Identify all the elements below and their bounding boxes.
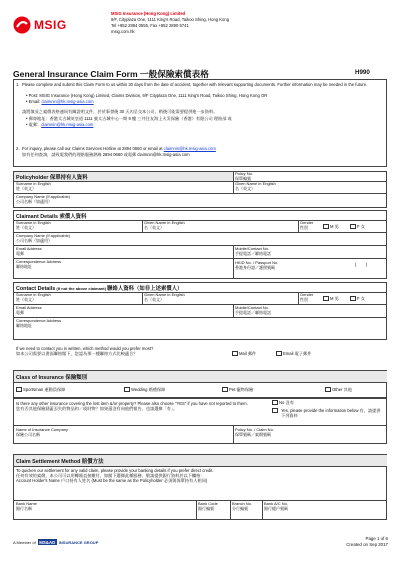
method-email-label: Email 電子郵件 [283, 351, 312, 356]
cl-email-label [14, 246, 44, 257]
instruction-email-zh [26, 122, 93, 127]
cl-surname-label [14, 220, 53, 231]
contact-heading-zh: 聯絡人資料（如非上述索償人） [107, 286, 183, 292]
class-other-label: Other 其他 [332, 387, 353, 392]
cl-surname-input[interactable] [70, 221, 140, 229]
bank-code-en: Bank Code [198, 501, 218, 506]
bank-name-input[interactable] [16, 511, 194, 519]
cl-gender-male-checkbox[interactable] [323, 224, 329, 229]
cl-surname-en: Surname in English [16, 220, 51, 225]
cl-surname-zh: 姓（英文） [16, 224, 36, 230]
instruction-email-label: • Email: [26, 99, 42, 104]
ct-email-input[interactable] [60, 306, 230, 314]
cl-gender-label [298, 220, 315, 231]
branch-no-zh: 分行編號 [232, 505, 248, 511]
class-sportsman-option[interactable] [16, 387, 65, 392]
ct-gender-en: Gender [300, 292, 314, 297]
bank-name-en: Bank Name [16, 501, 37, 506]
other-insurance-yes-option[interactable] [272, 408, 384, 418]
cl-gender-en: Gender [300, 220, 314, 225]
class-pet-label: Pet 寵物保險 [229, 387, 254, 392]
inquiry-email-link[interactable]: claimnin@hk.msig-asia.com [163, 146, 216, 151]
oi-company-label [14, 427, 70, 438]
oi-company-zh: 保險公司名稱 [16, 431, 40, 437]
policy-no-zh: 保單編號 [235, 175, 251, 181]
policyholder-heading: Policyholder 保單持有人資料 [16, 175, 88, 181]
ct-email-zh: 電郵 [16, 309, 24, 315]
instruction-email-zh-label: • 電郵： [26, 122, 42, 127]
other-insurance-question-en: Is there any other insurance covering the lost item &/or property? Please also choose "YES" if you have not reported to them. [16, 401, 248, 406]
page-title: General Insurance Claim Form 一般保險索償表格 [13, 69, 209, 79]
oi-company-input[interactable] [90, 427, 230, 441]
settlement-heading: Claim Settlement Method 賠償方法 [16, 459, 104, 465]
ct-surname-input[interactable] [70, 293, 140, 301]
settlement-instruction-zh: 任何有效的索償，本公司可以用轉賬直接繳付，如閣下選擇此種服務，敬請提供銀行資料於以下欄格： [16, 473, 205, 478]
cl-company-label [14, 233, 72, 244]
cl-mobile-label [233, 246, 273, 257]
instruction-2-text: For inquiry, please call our Claims Services Hotline at 2894 0660 or email at [22, 146, 164, 151]
class-wedding-label: Wedding 婚禮保障 [131, 387, 166, 392]
ct-corr-input[interactable] [80, 318, 384, 338]
claimant-heading: Claimant Details 索償人資料 [16, 214, 87, 220]
oi-policy-input[interactable] [295, 427, 385, 441]
cl-company-input[interactable] [100, 234, 384, 242]
other-insurance-question [16, 401, 266, 411]
cl-mobile-en: Mobile/Contact No. [235, 246, 270, 251]
cl-email-en: Email Address [16, 246, 42, 251]
method-email-option[interactable] [276, 351, 311, 356]
footer-group [13, 539, 98, 545]
ph-given-label [233, 181, 278, 192]
contact-heading-note: (If not the above claimant) [55, 286, 108, 291]
cl-given-en: Given Name in English [144, 220, 185, 225]
cl-hkid-check-digit[interactable]: ( ) [355, 262, 368, 267]
other-insurance-no-checkbox[interactable] [272, 400, 278, 405]
ct-gender-female-option[interactable] [350, 296, 365, 301]
ct-mobile-zh: 手提電話／聯絡電話 [235, 309, 271, 315]
cl-mobile-zh: 手提電話／聯絡電話 [235, 250, 271, 256]
instruction-1-en: Please complete and submit this Claim Form to us within 30 days from the date of accident, together with relevant supporting documents. Further information may be needed in the future. [22, 82, 368, 87]
ct-email-label [14, 305, 44, 316]
ct-given-label [142, 292, 187, 303]
cl-hkid-en: HKID No. / Passport No. [235, 260, 279, 265]
class-other-option[interactable] [325, 387, 352, 392]
ct-gender-male-label: M 男 [330, 296, 339, 301]
instruction-post: • Post: MSIG Insurance (Hong Kong) Limited, Claims Division, 9/F Cityplaza One, 1111 King's Road, Taikoo Shing, Hong Kong OR [26, 93, 268, 98]
ct-given-input[interactable] [205, 293, 295, 301]
company-tel-fax: Tel +852 2894 0555, Fax +852 2890 5741 [111, 23, 189, 28]
company-web: msig.com.hk [111, 29, 135, 34]
cl-hkid-label [233, 260, 280, 271]
contact-method-question-zh: 如本公司需要以書面聯絡閣下，您認為那一種聯絡方式比較適合？ [16, 351, 138, 356]
msig-logo-mark [13, 16, 31, 34]
ct-gender-label [298, 292, 315, 303]
ph-surname-label [14, 181, 53, 192]
ct-mobile-en: Mobile/Contact No. [235, 305, 270, 310]
oi-policy-en: Policy No. / Claim No. [235, 427, 274, 432]
ct-given-en: Given Name in English [144, 292, 185, 297]
oi-company-en: Name of Insurance Company [16, 427, 69, 432]
ct-surname-label [14, 292, 53, 303]
instruction-1-zh: 請將填妥之索償表格連同有關證明文件，於於事發後 30 天內呈交本公司，稍後可能需要提供進一步資料。 [22, 109, 218, 114]
oi-policy-label [233, 427, 276, 438]
class-sportsman-checkbox[interactable] [16, 387, 22, 392]
ph-given-input[interactable] [295, 182, 385, 190]
ct-gender-female-label: F 女 [357, 296, 365, 301]
class-other-checkbox[interactable] [325, 387, 331, 392]
class-heading: Class of Insurance 保險類別 [16, 375, 87, 381]
other-insurance-no-option[interactable] [272, 400, 294, 405]
cl-gender-zh: 性別 [300, 224, 308, 230]
class-sportsman-label: Sportsman 運動員保障 [23, 387, 66, 392]
bank-code-zh: 銀行編號 [198, 505, 214, 511]
cl-corr-zh: 聯絡地址 [16, 263, 32, 269]
cl-gender-male-option[interactable] [323, 224, 339, 229]
footer-group-name: INSURANCE GROUP [58, 539, 99, 545]
msig-logo-text: MSIG [34, 18, 67, 32]
contact-method-question-en: If we need to contact you in written, which method would you prefer most? [16, 346, 154, 351]
settlement-instruction [16, 468, 214, 483]
account-holder-label: Account Holder's Name 戶口持有人姓名 (Must be the same as the Policyholder 必須與保單持有人相同) [16, 478, 208, 483]
cl-corr-label [14, 259, 63, 270]
instruction-2-zh: 如有任何查詢，請致電我們的理賠服務熱線 2894 0660 或電郵 claimnin@hk.msig-asia.com [22, 152, 190, 157]
method-mail-checkbox[interactable] [232, 351, 238, 356]
class-wedding-checkbox[interactable] [124, 387, 130, 392]
contact-heading [16, 284, 183, 292]
account-no-input[interactable] [264, 511, 384, 519]
company-name: MSIG Insurance (Hong Kong) Limited [111, 11, 186, 16]
claims-email-link-zh[interactable]: claimnin@hk.msig-asia.com [41, 122, 94, 127]
method-email-checkbox[interactable] [276, 351, 282, 356]
class-pet-checkbox[interactable] [222, 387, 228, 392]
ph-given-zh: 名（英文） [235, 185, 255, 191]
instruction-email [26, 99, 94, 104]
msig-logo [13, 14, 73, 36]
ph-company-en: Company Name (If applicable) [16, 194, 71, 199]
ct-gender-female-checkbox[interactable] [350, 296, 356, 301]
branch-no-en: Branch No. [232, 501, 253, 506]
cl-email-input[interactable] [60, 247, 230, 255]
cl-corr-input[interactable] [80, 259, 230, 277]
company-info [111, 11, 229, 35]
contact-heading-en: Contact Details [16, 286, 56, 292]
method-mail-option[interactable] [232, 351, 256, 356]
instruction-post-zh: • 郵寄地址：香港太古城英皇道 1111 號太古城中心一期 9 樓 三井住友海上火災保險（香港）有限公司 理賠部 或 [26, 116, 232, 121]
msad-logo: MS&AD [39, 539, 56, 545]
ph-surname-input[interactable] [70, 182, 230, 190]
account-no-en: Bank A/C No. [264, 501, 289, 506]
instruction-2-en [22, 146, 216, 151]
ct-corr-zh: 聯絡地址 [16, 322, 32, 328]
account-no-zh: 銀行帳戶號碼 [264, 505, 288, 511]
cl-corr-en: Correspondence Address [16, 259, 62, 264]
ph-company-label [14, 194, 72, 205]
bank-code-input[interactable] [198, 511, 228, 519]
cl-company-zh: 公司名稱（如適用） [16, 237, 52, 243]
ct-given-zh: 名（英文） [144, 296, 164, 302]
other-insurance-question-zh: 您有否其他保險涵蓋丟失的物品和／或財物？如果還沒有向他們報告，也請選擇「有」。 [16, 406, 178, 411]
class-wedding-option[interactable] [124, 387, 165, 392]
ct-corr-en: Correspondence Address [16, 318, 62, 323]
company-address: 9/F, Cityplaza One, 1111 King's Road, Taikoo Shing, Hong Kong [111, 17, 230, 22]
account-holder-input[interactable] [16, 484, 384, 498]
other-insurance-yes-checkbox[interactable] [272, 408, 278, 413]
page-number: Page 1 of 6 [365, 536, 388, 541]
ct-email-en: Email Address [16, 305, 42, 310]
ph-company-input[interactable] [100, 195, 384, 205]
ct-corr-label [14, 318, 63, 329]
cl-given-label [142, 220, 187, 231]
cl-email-zh: 電郵 [16, 250, 24, 256]
claims-email-link[interactable]: claimnin@hk.msig-asia.com [41, 99, 94, 104]
cl-given-input[interactable] [205, 221, 295, 229]
ct-gender-zh: 性別 [300, 296, 308, 302]
instruction-1-number: 1. [16, 82, 20, 87]
cl-given-zh: 名（英文） [144, 224, 164, 230]
cl-hkid-zh: 香港身份證／護照號碼 [235, 264, 275, 270]
cl-gender-male-label: M 男 [330, 224, 339, 229]
ph-surname-en: Surname in English [16, 181, 51, 186]
policy-no-en: Policy No. [235, 171, 254, 176]
created-date: Created on Sep 2017 [346, 541, 388, 547]
policy-no-input[interactable] [262, 172, 386, 180]
ct-mobile-label [233, 305, 273, 316]
other-insurance-yes-label: Yes, please provide the information below 有，請提供下列資料 [281, 408, 381, 418]
ph-company-zh: 公司名稱（如適用） [16, 198, 52, 204]
footer-member-text: A Member of [13, 539, 36, 545]
ct-gender-male-checkbox[interactable] [323, 296, 329, 301]
instruction-2-number: 2. [16, 146, 20, 151]
bank-name-zh: 銀行名稱 [16, 505, 32, 511]
cl-gender-female-label: F 女 [357, 224, 365, 229]
ct-gender-male-option[interactable] [323, 296, 339, 301]
oi-policy-zh: 保單號碼／索償號碼 [235, 431, 271, 437]
class-pet-option[interactable] [222, 387, 253, 392]
cl-mobile-input[interactable] [300, 247, 384, 255]
method-mail-label: Mail 郵件 [239, 351, 257, 356]
branch-no-input[interactable] [232, 511, 260, 519]
ph-given-en: Given Name in English [235, 181, 276, 186]
cl-gender-female-option[interactable] [350, 224, 365, 229]
cl-gender-female-checkbox[interactable] [350, 224, 356, 229]
ct-surname-zh: 姓（英文） [16, 296, 36, 302]
settlement-instruction-en: To quicken our settlement for any valid claim, please provide your banking details if you prefer direct credit. [16, 468, 214, 473]
form-code: H990 [355, 69, 370, 76]
contact-method-question [16, 346, 153, 356]
ct-surname-en: Surname in English [16, 292, 51, 297]
cl-company-en: Company Name (If applicable) [16, 233, 71, 238]
footer-page-info [338, 536, 388, 547]
other-insurance-no-label: No 沒有 [279, 400, 294, 405]
ct-mobile-input[interactable] [300, 306, 384, 314]
ph-surname-zh: 姓（英文） [16, 185, 36, 191]
